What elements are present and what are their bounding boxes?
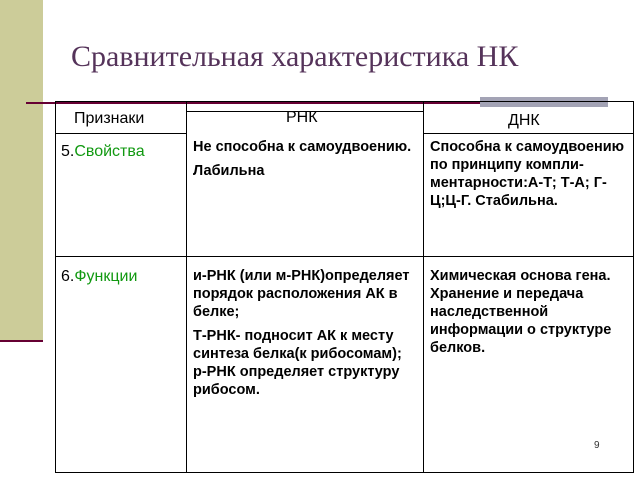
table-divider-row [56,256,633,257]
row-label: Функции [74,268,138,285]
cell-dna-properties [430,138,628,216]
header-features: Признаки [74,110,145,127]
left-accent-line [0,340,43,342]
cell-paragraph: Лабильна [193,163,265,179]
cell-rna-properties [193,138,418,186]
row-label-functions [61,268,137,286]
left-accent-bar [0,0,43,340]
cell-dna-functions [430,267,628,363]
cell-paragraph: Т-РНК- подносит АК к месту синтеза белка(к рибосомам); р-РНК определяет структуру рибосом. [193,328,402,398]
cell-paragraph: Способна к самоудвоению по принципу компли-ментарности:А-Т; Т-А; Г-Ц;Ц-Г. Стабильна. [430,139,625,209]
table-divider-header-left [56,133,186,134]
header-rna: РНК [286,109,318,126]
cell-paragraph: Химическая основа гена. Хранение и передача наследственной информации о структуре белков. [430,268,612,356]
cell-paragraph: Не способна к самоудвоению. [193,139,412,155]
table-divider-col1 [186,102,187,472]
header-dna: ДНК [508,112,540,129]
row-number: 5. [61,143,75,160]
slide-title: Сравнительная характеристика НК [71,40,519,73]
page-number: 9 [594,440,600,451]
comparison-table [55,101,634,473]
table-divider-col2 [423,102,424,472]
row-number: 6. [61,268,75,285]
row-label-properties [61,143,145,161]
cell-paragraph: и-РНК (или м-РНК)определяет порядок расположения АК в белке; [193,268,410,320]
cell-rna-functions [193,267,418,405]
table-divider-header-right [423,133,633,134]
row-label: Свойства [74,143,145,160]
